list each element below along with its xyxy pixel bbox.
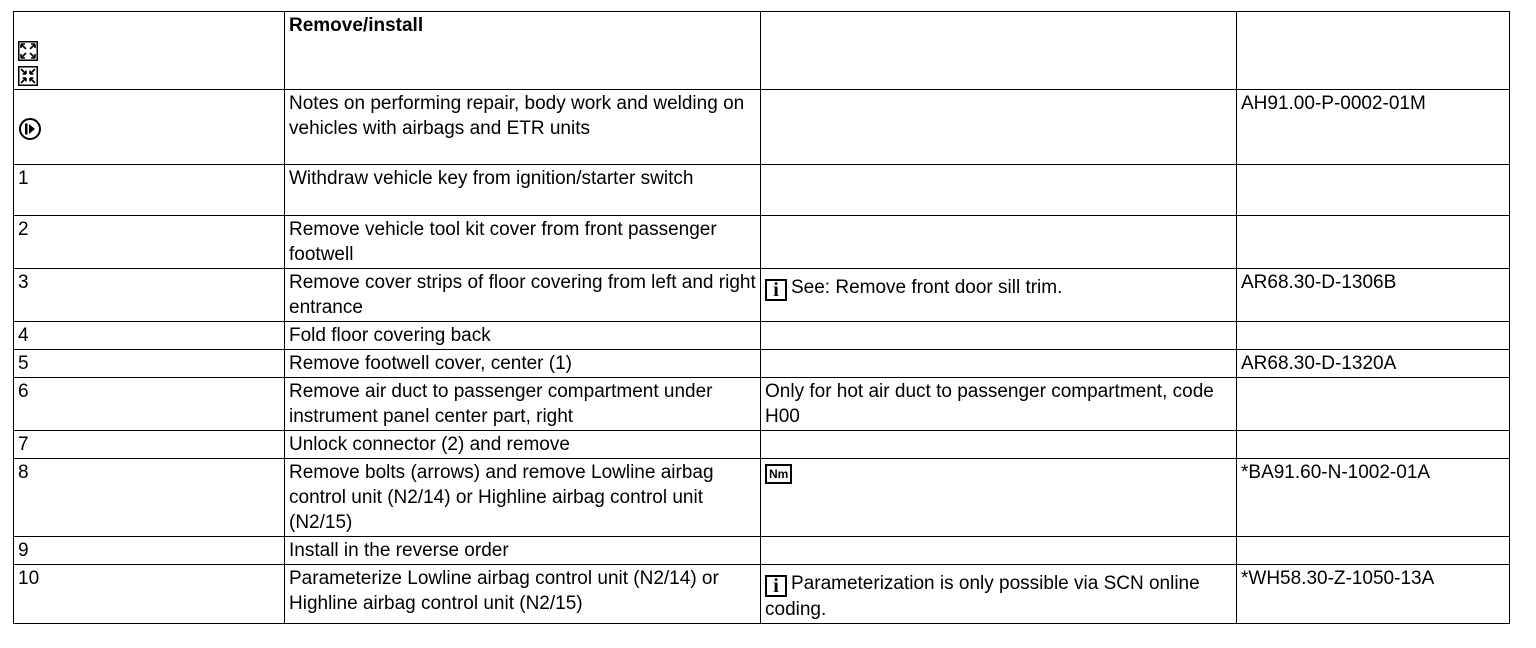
table-row — [14, 90, 1510, 165]
note-cell: Only for hot air duct to passenger compartment, code H00 — [761, 378, 1237, 431]
table-row — [14, 322, 1510, 350]
action-cell: Remove air duct to passenger compartment under instrument panel center part, right — [285, 378, 761, 431]
reference-link[interactable] — [1237, 322, 1510, 350]
table-row — [14, 216, 1510, 269]
table-row — [14, 269, 1510, 322]
reference-link[interactable]: AR68.30-D-1320A — [1237, 350, 1510, 378]
step-number: 2 — [14, 216, 285, 269]
reference-link[interactable] — [1237, 537, 1510, 565]
table-row — [14, 537, 1510, 565]
torque-nm-icon[interactable]: Nm — [765, 464, 792, 484]
table-header-row — [14, 12, 1510, 90]
reference-link[interactable]: AR68.30-D-1306B — [1237, 269, 1510, 322]
action-cell: Notes on performing repair, body work and welding on vehicles with airbags and ETR units — [285, 90, 761, 165]
note-cell — [761, 269, 1237, 322]
reference-link[interactable]: *WH58.30-Z-1050-13A — [1237, 565, 1510, 624]
table-row — [14, 378, 1510, 431]
action-cell: Unlock connector (2) and remove — [285, 431, 761, 459]
step-number: 3 — [14, 269, 285, 322]
reference-link[interactable] — [1237, 378, 1510, 431]
action-cell: Withdraw vehicle key from ignition/starter switch — [285, 165, 761, 216]
action-cell: Remove footwell cover, center (1) — [285, 350, 761, 378]
note-cell — [761, 322, 1237, 350]
note-cell — [761, 350, 1237, 378]
step-number: 7 — [14, 431, 285, 459]
note-cell — [761, 216, 1237, 269]
table-row — [14, 165, 1510, 216]
note-cell — [761, 565, 1237, 624]
warning-note-icon — [18, 117, 42, 141]
step-number: 4 — [14, 322, 285, 350]
note-cell — [761, 90, 1237, 165]
note-text: See: Remove front door sill trim. — [791, 277, 1063, 298]
collapse-icon[interactable] — [18, 66, 38, 86]
note-cell — [761, 459, 1237, 537]
table-row — [14, 459, 1510, 537]
action-cell: Fold floor covering back — [285, 322, 761, 350]
step-number: 5 — [14, 350, 285, 378]
table-row — [14, 565, 1510, 624]
procedure-table — [13, 11, 1510, 624]
action-cell: Remove bolts (arrows) and remove Lowline airbag control unit (N2/14) or Highline airbag control unit (N2/15) — [285, 459, 761, 537]
note-text: Parameterization is only possible via SCN online coding. — [765, 573, 1200, 620]
action-cell: Install in the reverse order — [285, 537, 761, 565]
reference-link[interactable]: *BA91.60-N-1002-01A — [1237, 459, 1510, 537]
step-number: 1 — [14, 165, 285, 216]
action-cell: Remove vehicle tool kit cover from front passenger footwell — [285, 216, 761, 269]
header-icons-cell — [14, 12, 285, 90]
info-icon[interactable]: i — [765, 279, 787, 301]
step-number: 9 — [14, 537, 285, 565]
reference-link[interactable] — [1237, 431, 1510, 459]
expand-icon[interactable] — [18, 41, 38, 61]
reference-link[interactable]: AH91.00-P-0002-01M — [1237, 90, 1510, 165]
action-cell: Parameterize Lowline airbag control unit (N2/14) or Highline airbag control unit (N2/15) — [285, 565, 761, 624]
step-number: 10 — [14, 565, 285, 624]
header-note-cell — [761, 12, 1237, 90]
action-cell: Remove cover strips of floor covering from left and right entrance — [285, 269, 761, 322]
header-reference-cell — [1237, 12, 1510, 90]
table-row — [14, 350, 1510, 378]
step-number: 6 — [14, 378, 285, 431]
reference-link[interactable] — [1237, 165, 1510, 216]
step-number: 8 — [14, 459, 285, 537]
step-cell — [14, 90, 285, 165]
note-cell — [761, 431, 1237, 459]
note-cell — [761, 537, 1237, 565]
reference-link[interactable] — [1237, 216, 1510, 269]
info-icon[interactable]: i — [765, 575, 787, 597]
header-title: Remove/install — [285, 12, 761, 90]
note-cell — [761, 165, 1237, 216]
table-row — [14, 431, 1510, 459]
